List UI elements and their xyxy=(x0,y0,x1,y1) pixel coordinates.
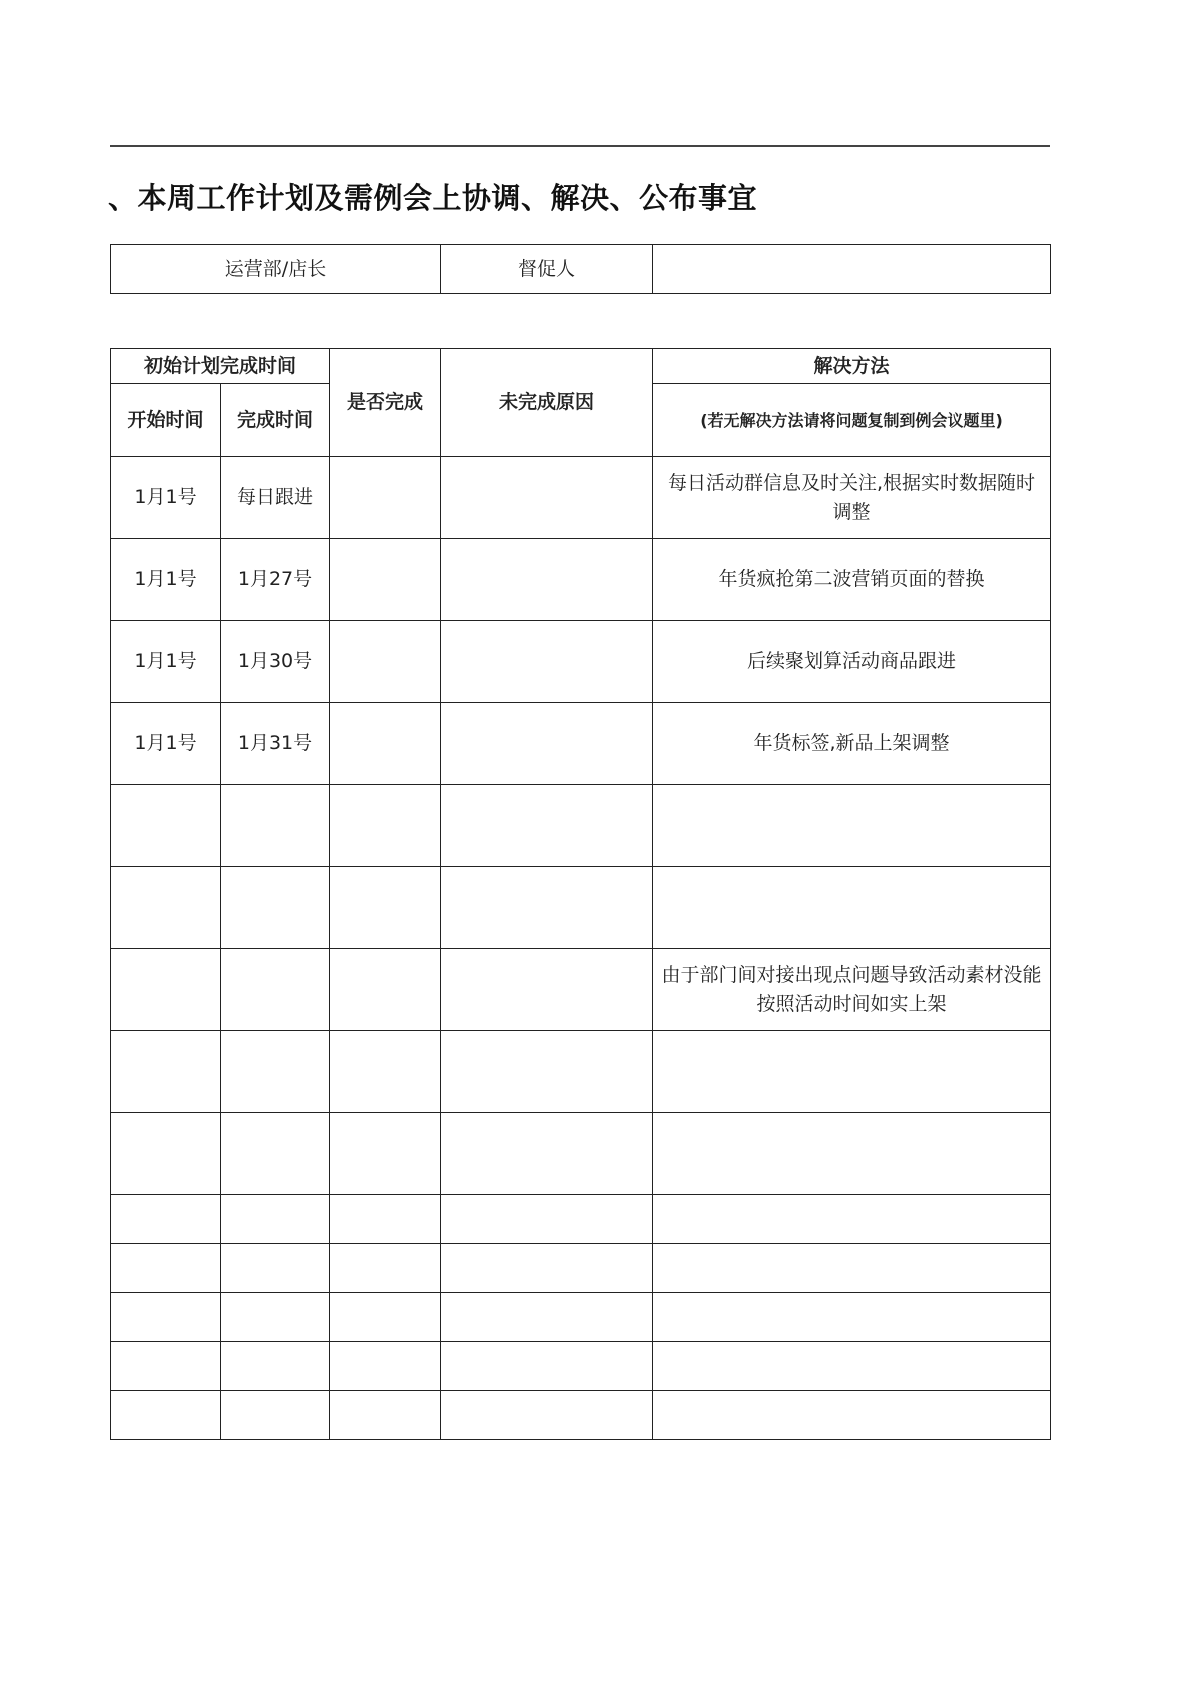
table-row xyxy=(111,1342,1051,1391)
cell-reason[interactable] xyxy=(441,1031,653,1113)
cell-solution[interactable]: 年货标签,新品上架调整 xyxy=(653,703,1051,785)
cell-reason[interactable] xyxy=(441,1195,653,1244)
info-table xyxy=(110,244,1051,294)
cell-solution[interactable] xyxy=(653,867,1051,949)
cell-solution[interactable] xyxy=(653,1391,1051,1440)
dept-label: 运营部/店长 xyxy=(111,245,441,294)
supervisor-label: 督促人 xyxy=(441,245,653,294)
cell-solution[interactable] xyxy=(653,1195,1051,1244)
cell-start[interactable] xyxy=(111,949,221,1031)
table-row xyxy=(111,457,1051,539)
cell-solution[interactable] xyxy=(653,785,1051,867)
cell-done[interactable] xyxy=(330,1113,441,1195)
cell-end[interactable]: 1月27号 xyxy=(221,539,330,621)
table-row xyxy=(111,1113,1051,1195)
cell-end[interactable] xyxy=(221,1031,330,1113)
cell-reason[interactable] xyxy=(441,1293,653,1342)
cell-end[interactable] xyxy=(221,1342,330,1391)
table-row xyxy=(111,867,1051,949)
cell-start[interactable]: 1月1号 xyxy=(111,539,221,621)
cell-start[interactable] xyxy=(111,867,221,949)
cell-done[interactable] xyxy=(330,1244,441,1293)
cell-reason[interactable] xyxy=(441,1391,653,1440)
table-row xyxy=(111,539,1051,621)
cell-start[interactable] xyxy=(111,1031,221,1113)
table-row xyxy=(111,703,1051,785)
cell-start[interactable]: 1月1号 xyxy=(111,621,221,703)
header-end: 完成时间 xyxy=(221,384,330,457)
cell-done[interactable] xyxy=(330,867,441,949)
top-rule xyxy=(110,145,1050,147)
cell-reason[interactable] xyxy=(441,1113,653,1195)
cell-end[interactable] xyxy=(221,949,330,1031)
cell-done[interactable] xyxy=(330,621,441,703)
cell-start[interactable]: 1月1号 xyxy=(111,703,221,785)
cell-solution[interactable] xyxy=(653,1342,1051,1391)
cell-solution[interactable] xyxy=(653,1244,1051,1293)
cell-start[interactable] xyxy=(111,1391,221,1440)
cell-done[interactable] xyxy=(330,1342,441,1391)
header-done: 是否完成 xyxy=(330,349,441,457)
cell-done[interactable] xyxy=(330,949,441,1031)
table-row xyxy=(111,949,1051,1031)
supervisor-value[interactable] xyxy=(653,245,1051,294)
table-row xyxy=(111,1391,1051,1440)
cell-reason[interactable] xyxy=(441,703,653,785)
cell-end[interactable] xyxy=(221,1293,330,1342)
cell-end[interactable] xyxy=(221,1195,330,1244)
cell-solution[interactable]: 年货疯抢第二波营销页面的替换 xyxy=(653,539,1051,621)
cell-reason[interactable] xyxy=(441,1342,653,1391)
cell-start[interactable] xyxy=(111,1113,221,1195)
cell-reason[interactable] xyxy=(441,1244,653,1293)
cell-solution[interactable] xyxy=(653,1113,1051,1195)
cell-reason[interactable] xyxy=(441,539,653,621)
cell-solution[interactable]: 由于部门间对接出现点问题导致活动素材没能按照活动时间如实上架 xyxy=(653,949,1051,1031)
table-row xyxy=(111,1031,1051,1113)
cell-reason[interactable] xyxy=(441,949,653,1031)
cell-reason[interactable] xyxy=(441,457,653,539)
cell-reason[interactable] xyxy=(441,621,653,703)
cell-start[interactable] xyxy=(111,785,221,867)
cell-end[interactable]: 1月30号 xyxy=(221,621,330,703)
cell-end[interactable] xyxy=(221,785,330,867)
cell-end[interactable]: 1月31号 xyxy=(221,703,330,785)
cell-solution[interactable] xyxy=(653,1031,1051,1113)
header-solution-note: (若无解决方法请将问题复制到例会议题里) xyxy=(653,384,1051,457)
cell-start[interactable] xyxy=(111,1342,221,1391)
plan-table xyxy=(110,348,1051,1440)
cell-done[interactable] xyxy=(330,1195,441,1244)
table-row xyxy=(111,1293,1051,1342)
cell-start[interactable] xyxy=(111,1293,221,1342)
cell-end[interactable] xyxy=(221,1244,330,1293)
cell-reason[interactable] xyxy=(441,867,653,949)
cell-start[interactable] xyxy=(111,1244,221,1293)
table-row xyxy=(111,1244,1051,1293)
header-initial-plan: 初始计划完成时间 xyxy=(111,349,330,384)
cell-solution[interactable] xyxy=(653,1293,1051,1342)
table-row xyxy=(111,785,1051,867)
cell-end[interactable] xyxy=(221,1113,330,1195)
table-row xyxy=(111,1195,1051,1244)
cell-end[interactable] xyxy=(221,867,330,949)
cell-done[interactable] xyxy=(330,457,441,539)
header-start: 开始时间 xyxy=(111,384,221,457)
cell-done[interactable] xyxy=(330,785,441,867)
cell-end[interactable]: 每日跟进 xyxy=(221,457,330,539)
cell-solution[interactable]: 每日活动群信息及时关注,根据实时数据随时调整 xyxy=(653,457,1051,539)
cell-start[interactable] xyxy=(111,1195,221,1244)
cell-done[interactable] xyxy=(330,1391,441,1440)
cell-done[interactable] xyxy=(330,539,441,621)
cell-start[interactable]: 1月1号 xyxy=(111,457,221,539)
table-row xyxy=(111,621,1051,703)
cell-reason[interactable] xyxy=(441,785,653,867)
cell-solution[interactable]: 后续聚划算活动商品跟进 xyxy=(653,621,1051,703)
header-solution: 解决方法 xyxy=(653,349,1051,384)
header-reason: 未完成原因 xyxy=(441,349,653,457)
cell-end[interactable] xyxy=(221,1391,330,1440)
cell-done[interactable] xyxy=(330,703,441,785)
section-title: 、本周工作计划及需例会上协调、解决、公布事宜 xyxy=(108,181,758,215)
cell-done[interactable] xyxy=(330,1031,441,1113)
cell-done[interactable] xyxy=(330,1293,441,1342)
